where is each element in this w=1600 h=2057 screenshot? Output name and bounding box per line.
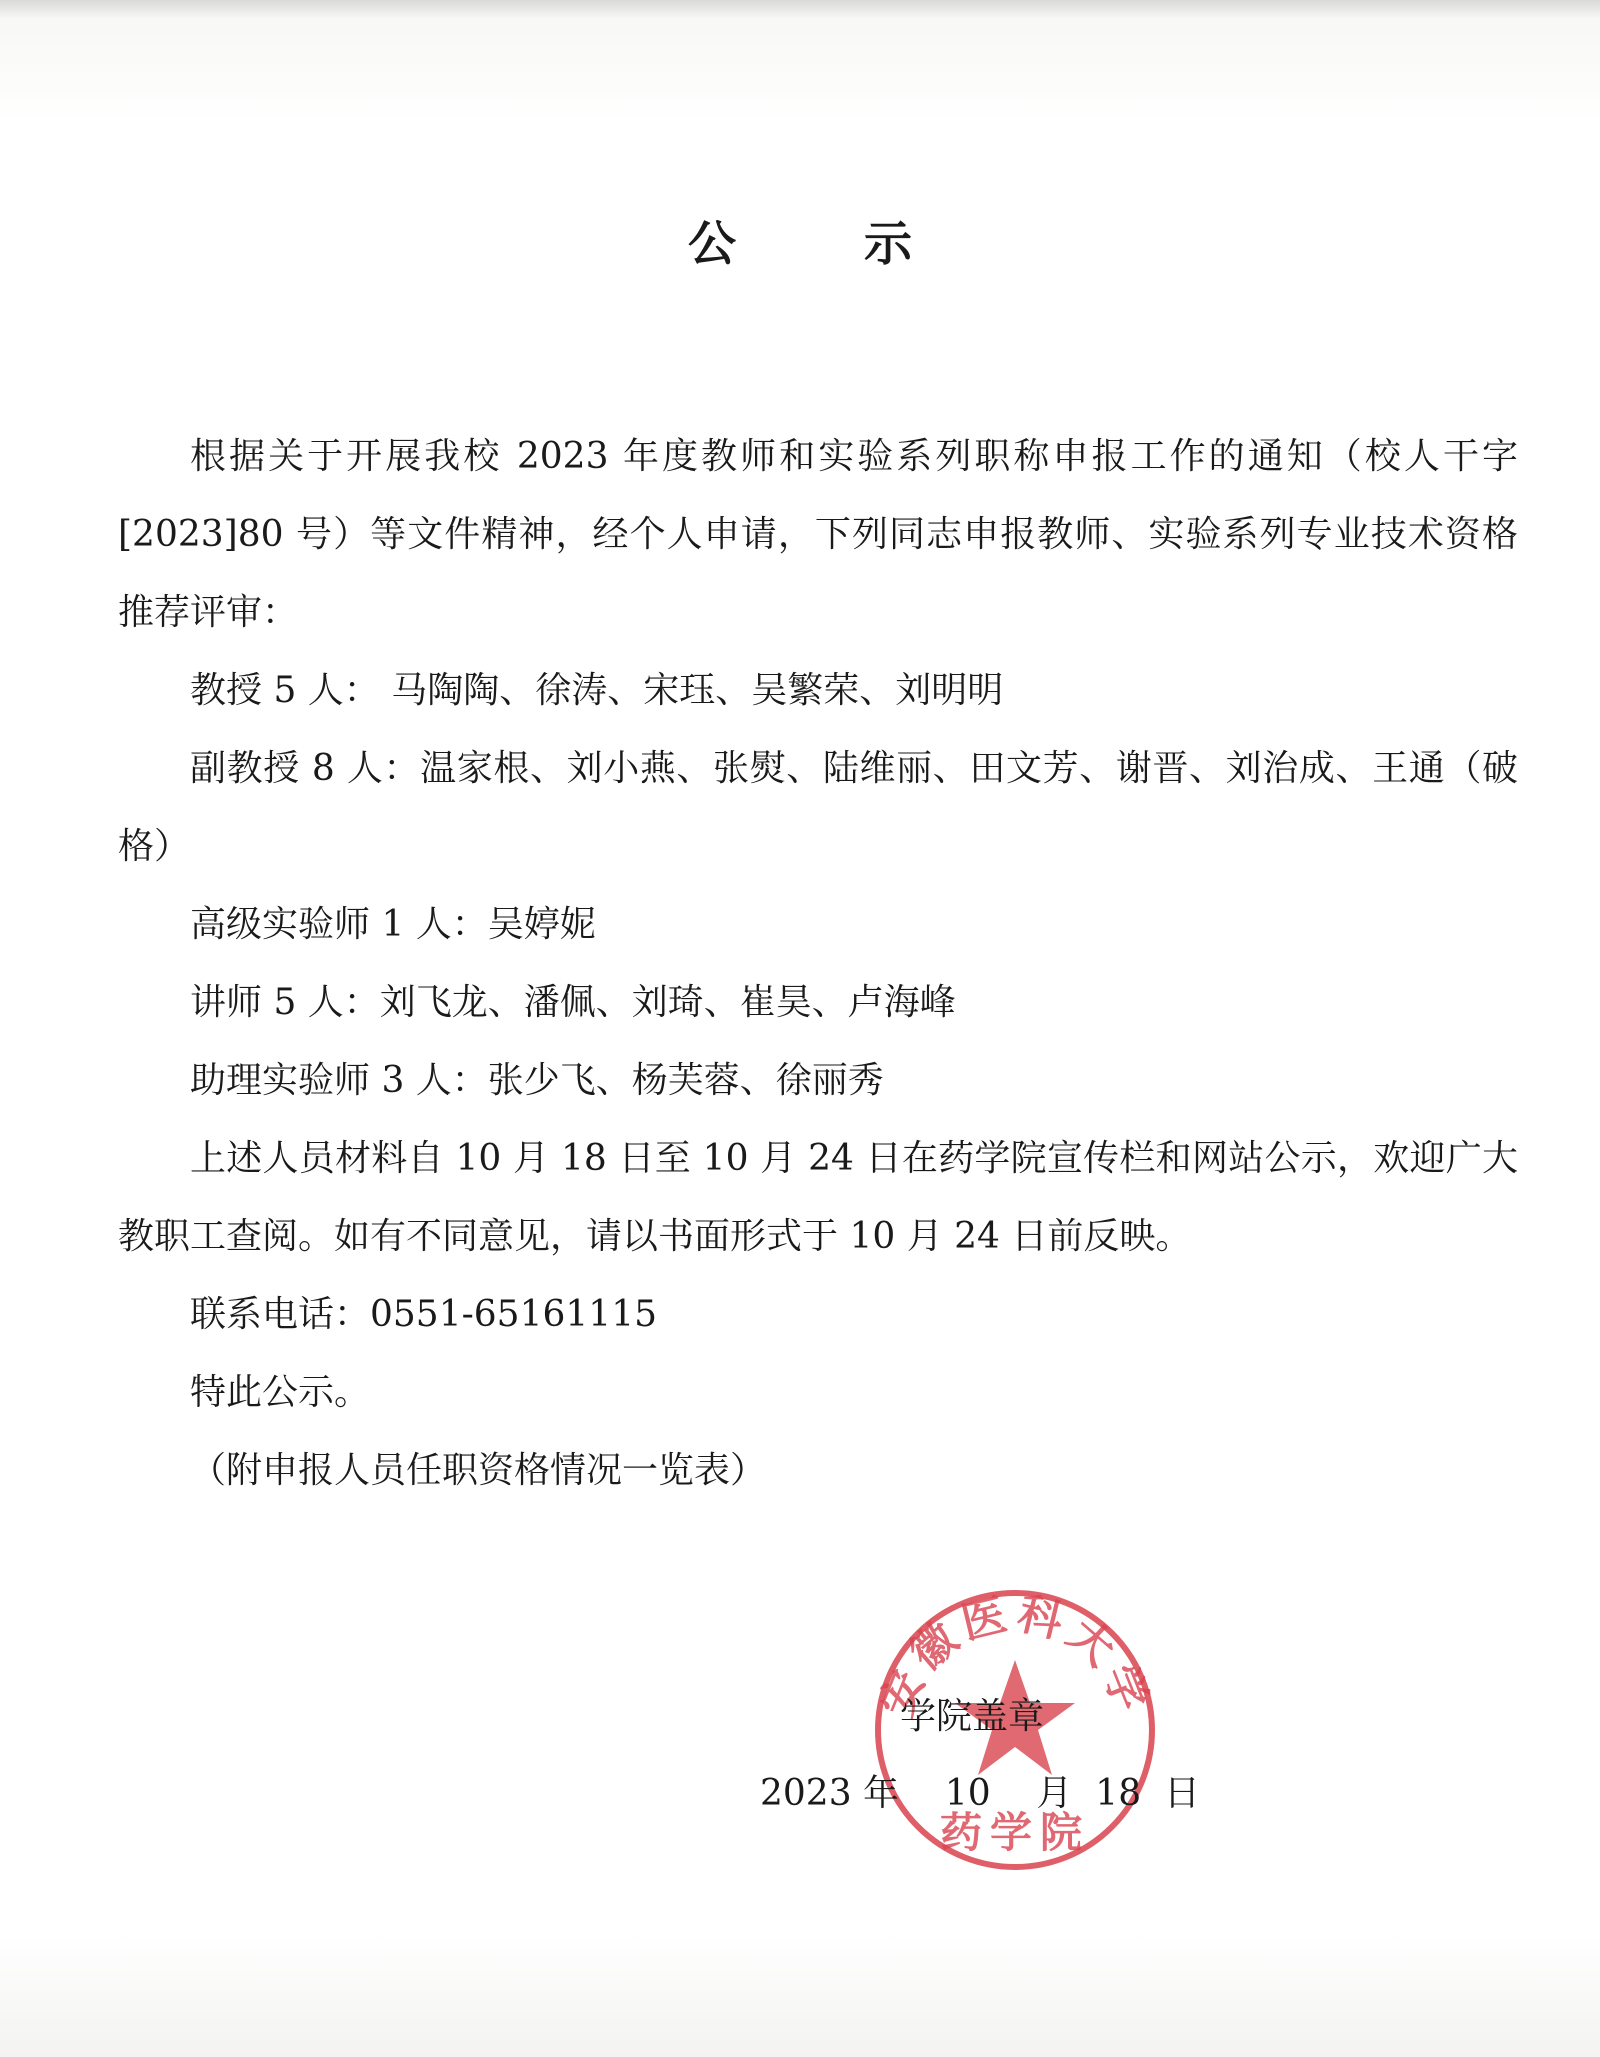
seal-top-text: 安徽医科大学 (871, 1588, 1159, 1724)
attachment-note: （附申报人员任职资格情况一览表） (190, 1450, 767, 1491)
contact-phone: 联系电话：0551-65161115 (190, 1294, 658, 1335)
scan-edge-shadow (0, 0, 1600, 18)
intro-paragraph: 根据关于开展我校 2023 年度教师和实验系列职称申报工作的通知（校人干字[2023]80 号）等文件精神，经个人申请，下列同志申报教师、实验系列专业技术资格推荐评审： (118, 436, 1518, 633)
seal-bottom-text: 药学院 (939, 1808, 1091, 1857)
document-title: 公 示 (687, 216, 952, 272)
stamp-label: 学院盖章 (900, 1696, 1045, 1737)
document-date: 2023 年 10 月 18 日 (760, 1773, 1200, 1814)
closing-statement: 特此公示。 (190, 1372, 371, 1413)
professor-list: 教授 5 人： 马陶陶、徐涛、宋珏、吴繁荣、刘明明 (190, 670, 1004, 711)
associate-professor-list: 副教授 8 人：温家根、刘小燕、张熨、陆维丽、田文芳、谢晋、刘治成、王通（破格） (118, 748, 1518, 867)
senior-lab-technician-list: 高级实验师 1 人：吴婷妮 (190, 904, 596, 945)
document-body (118, 418, 1518, 1510)
publicity-period-paragraph: 上述人员材料自 10 月 18 日至 10 月 24 日在药学院宣传栏和网站公示，欢迎广大教职工查阅。如有不同意见，请以书面形式于 10 月 24 日前反映。 (118, 1138, 1518, 1257)
lecturer-list: 讲师 5 人：刘飞龙、潘佩、刘琦、崔昊、卢海峰 (190, 982, 956, 1023)
assistant-lab-technician-list: 助理实验师 3 人：张少飞、杨芙蓉、徐丽秀 (190, 1060, 884, 1101)
